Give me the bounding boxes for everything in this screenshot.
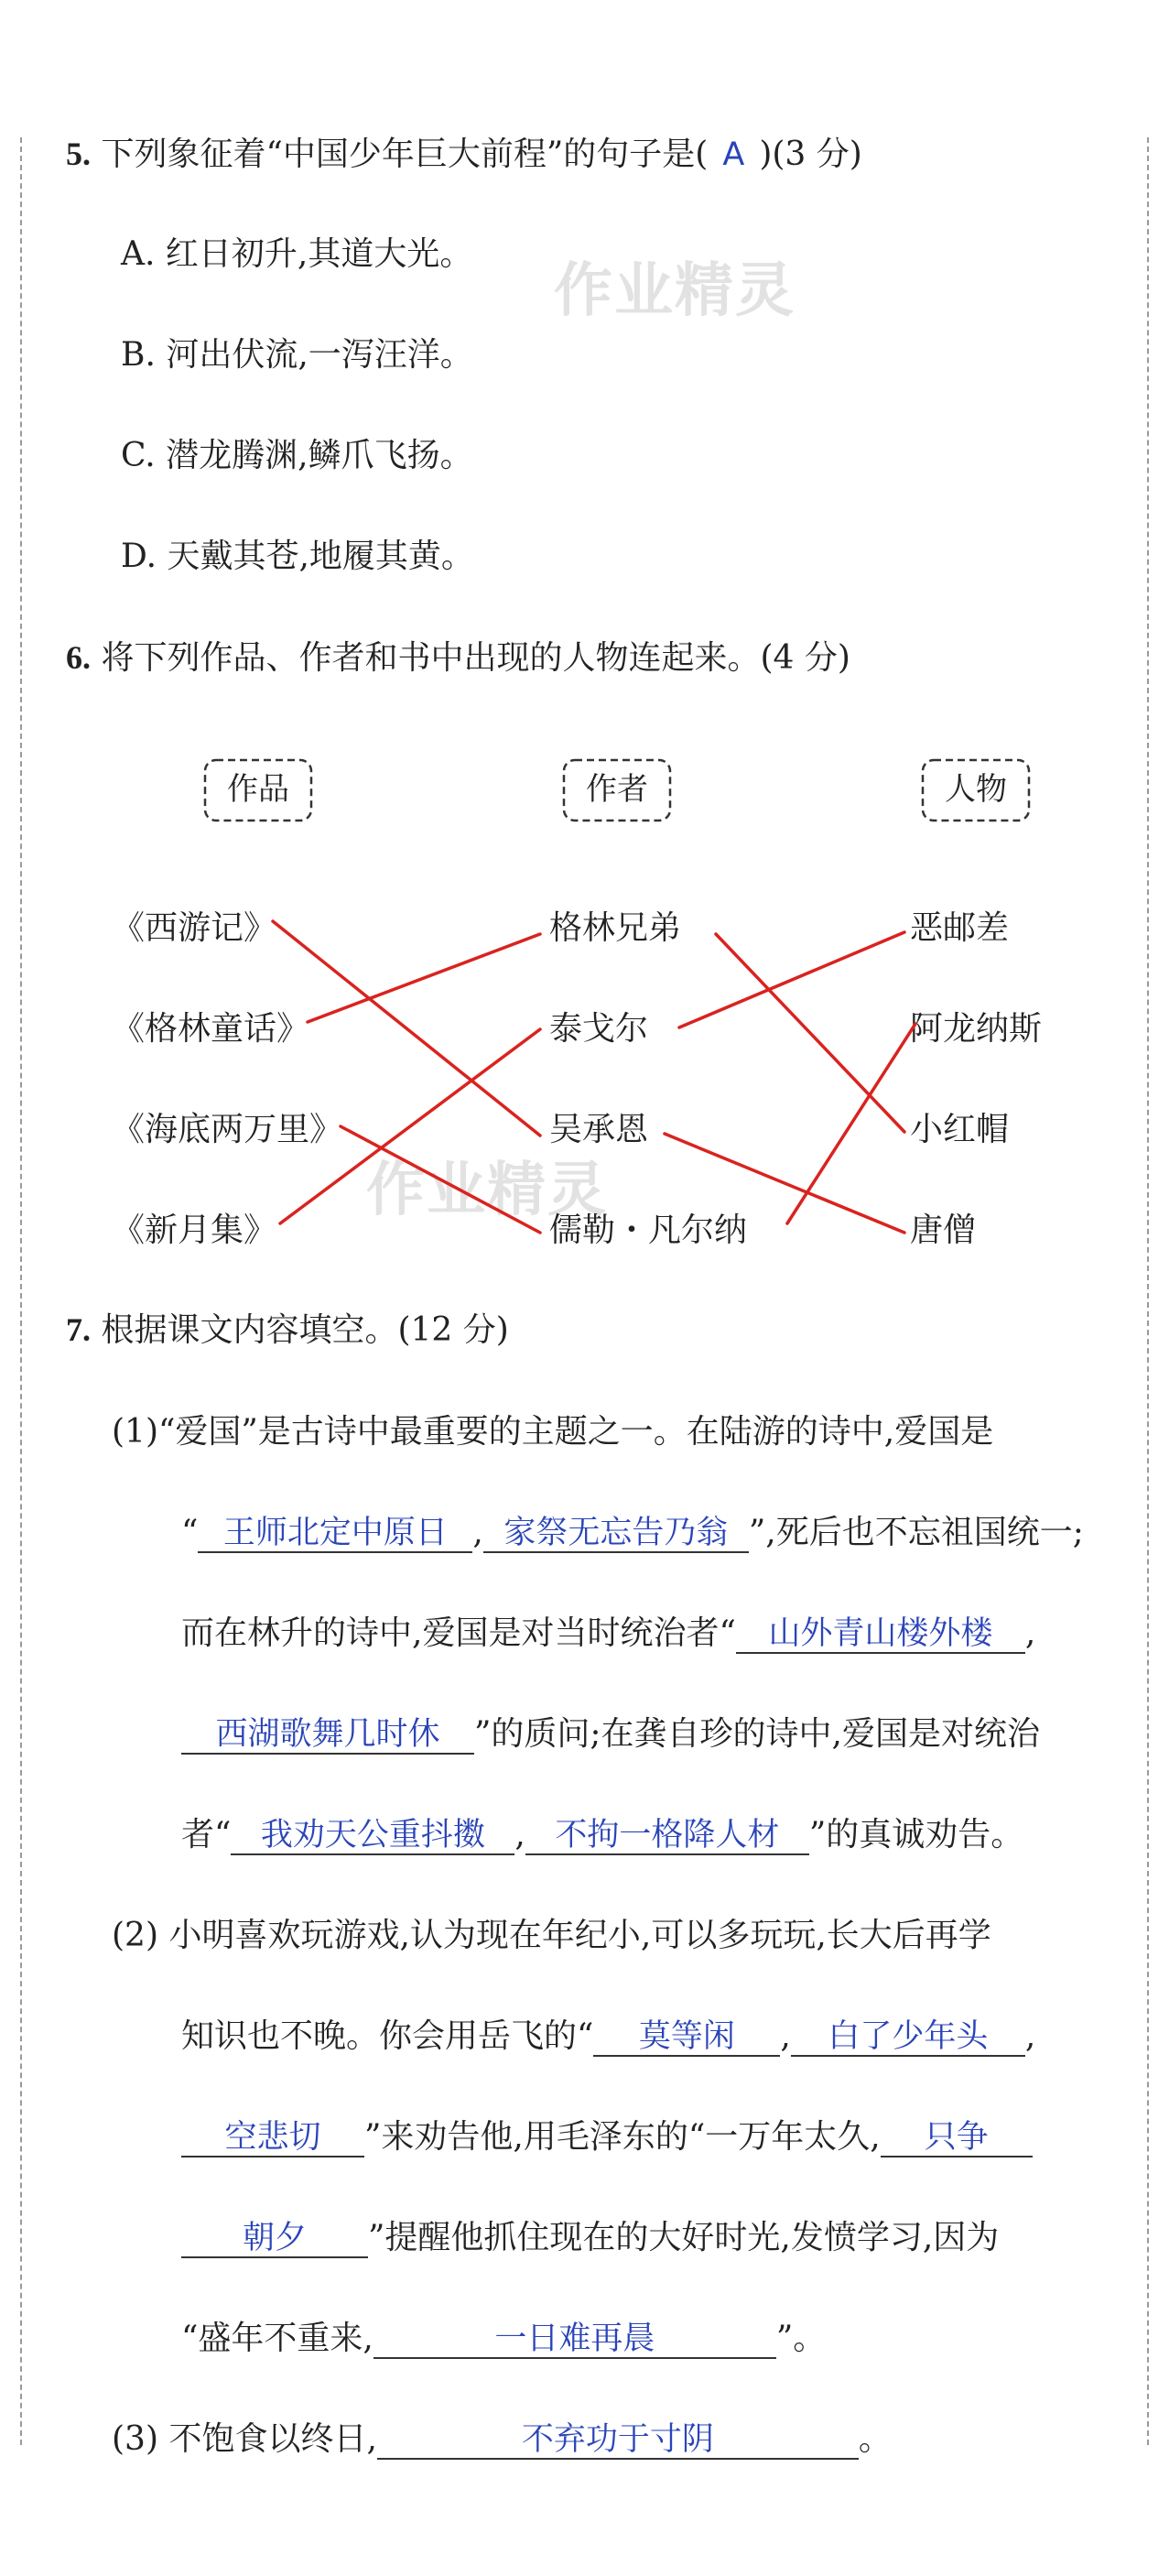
q5-stem-before: 下列象征着“中国少年巨大前程”的句子是( [101,136,709,173]
match-line-seabed-verne [341,1126,540,1233]
q5-stem-after: )(3 分) [759,136,862,173]
text-segment: ”的真诚劝告。 [808,1816,1024,1853]
work-item: 《海底两万里》 [112,1111,343,1148]
work-item: 《格林童话》 [112,1010,310,1048]
comma: , [780,2017,791,2055]
q7-1-line3 [181,1614,1035,1654]
blank-answer: 我劝天公重抖擞 [231,1817,514,1855]
period: 。 [858,2420,892,2458]
q7-number: 7. [66,1311,91,1348]
q7-2-line4 [181,2218,999,2258]
quote-open: “ [181,1514,199,1551]
character-item: 阿龙纳斯 [910,1010,1043,1048]
text-segment: ”。 [775,2320,827,2357]
q7-1-line4 [181,1714,1040,1755]
comma: , [1024,2017,1036,2055]
q5-answer: A [722,136,745,173]
author-item: 儒勒・凡尔纳 [549,1212,748,1249]
comma: , [472,1514,483,1551]
q7-2-line1: (2) 小明喜欢玩游戏,认为现在年纪小,可以多玩玩,长大后再学 [112,1917,991,1954]
comma: , [514,1816,525,1853]
author-item: 泰戈尔 [549,1010,649,1048]
header-characters-label: 人物 [945,771,1007,808]
blank-answer: 空悲切 [181,2119,364,2158]
text-segment: “盛年不重来, [181,2320,373,2357]
text-segment: (3) 不饱食以终日, [112,2420,377,2458]
header-works-label: 作品 [227,771,289,808]
character-item: 唐僧 [910,1212,977,1249]
blank-answer: 不弃功于寸阴 [377,2421,859,2460]
q7-2-line3 [181,2117,1033,2158]
author-item: 吴承恩 [549,1111,649,1148]
text-segment: ”提醒他抓住现在的大好时光,发愤学习,因为 [368,2219,1000,2256]
q5-option-a: A. 红日初升,其道大光。 [121,235,473,273]
text-segment: 而在林升的诗中,爱国是对当时统治者“ [181,1614,736,1652]
text-segment: ”来劝告他,用毛泽东的“一万年太久, [364,2118,881,2156]
watermark-middle: 作业精灵 [366,1157,608,1224]
match-line-wuchengen-tangseng [665,1134,904,1233]
q5-option-b: B. 河出伏流,一泻汪洋。 [121,336,473,374]
q7-2-line2 [181,2016,1035,2057]
q7-1-line2 [181,1513,1084,1553]
character-item: 恶邮差 [910,909,1010,947]
q6-stem-text: 将下列作品、作者和书中出现的人物连起来。(4 分) [101,639,850,677]
header-authors-label: 作者 [586,771,648,808]
text-segment: ”,死后也不忘祖国统一; [748,1514,1084,1551]
q7-2-line5 [181,2319,826,2359]
blank-answer: 西湖歌舞几时休 [181,1716,474,1755]
author-item: 格林兄弟 [549,909,682,947]
blank-answer: 王师北定中原日 [198,1515,472,1553]
comma: , [1024,1614,1036,1652]
q5-number: 5. [66,136,91,172]
match-line-grimm-redhood [716,934,904,1132]
blank-answer: 只争 [881,2119,1033,2158]
character-item: 小红帽 [910,1111,1010,1148]
work-item: 《新月集》 [112,1212,277,1249]
q5-option-d: D. 天戴其苍,地履其黄。 [121,538,474,575]
q7-stem-text: 根据课文内容填空。(12 分) [101,1311,509,1349]
work-item: 《西游记》 [112,909,277,947]
watermark-top: 作业精灵 [554,257,796,325]
q7-1-line1: (1)“爱国”是古诗中最重要的主题之一。在陆游的诗中,爱国是 [112,1413,994,1451]
q7-3-line1 [112,2419,892,2460]
match-line-crescent-tagore [280,1029,540,1223]
blank-answer: 家祭无忘告乃翁 [483,1515,749,1553]
text-segment: 者“ [181,1816,232,1853]
match-line-xiyouji-wuchengen [273,921,540,1136]
blank-answer: 莫等闲 [593,2018,780,2057]
q6-number: 6. [66,639,91,676]
blank-answer: 不拘一格降人材 [525,1817,809,1855]
blank-answer: 一日难再晨 [373,2321,776,2359]
blank-answer: 白了少年头 [791,2018,1025,2057]
blank-answer: 朝夕 [181,2220,368,2258]
blank-answer: 山外青山楼外楼 [736,1615,1025,1654]
text-segment: ”的质问;在龚自珍的诗中,爱国是对统治 [474,1715,1040,1753]
q7-1-line5 [181,1815,1023,1855]
text-segment: 知识也不晚。你会用岳飞的“ [181,2017,594,2055]
q5-option-c: C. 潜龙腾渊,鳞爪飞扬。 [121,437,473,474]
q7-stem [66,1310,509,1351]
